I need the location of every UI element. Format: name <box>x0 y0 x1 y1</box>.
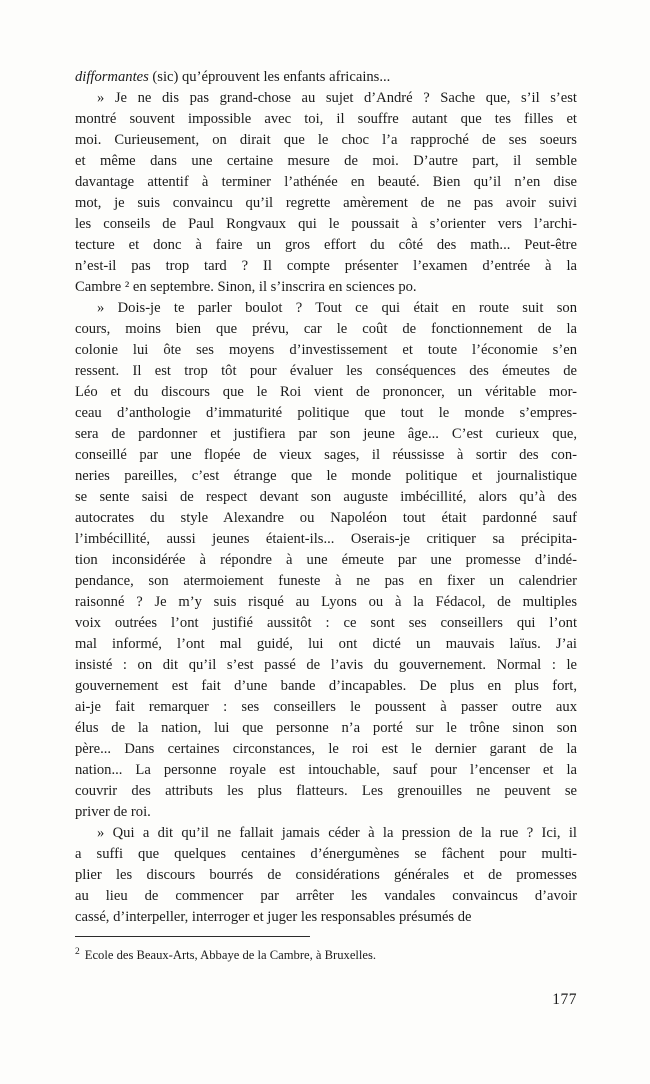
text-line: mot, je suis convaincu qu’il regrette amèrement de ne pas avoir suivi <box>75 195 577 211</box>
text-line: autocrates du style Alexandre ou Napoléon tout était pardonné sauf <box>75 510 577 526</box>
text-line: l’imbécillité, aussi jeunes étaient-ils... Oserais-je critiquer sa précipita- <box>75 531 577 547</box>
text-line: au lieu de commencer par arrêter les vandales convaincus d’avoir <box>75 888 577 904</box>
text-line: et même dans une certaine mesure de moi. D’autre part, il semble <box>75 153 577 169</box>
footnote <box>75 944 577 964</box>
text-line: Léo et du discours que le Roi vient de prononcer, un véritable mor- <box>75 384 577 400</box>
text-line: père... Dans certaines circonstances, le roi est le dernier garant de la <box>75 741 577 757</box>
text-line: moi. Curieusement, on dirait que le choc l’a rapproché de ses soeurs <box>75 132 577 148</box>
text-line <box>75 67 577 88</box>
text-line: conseillé par une flopée de vieux sages, il réussisse à sortir des con- <box>75 447 577 463</box>
text-line: » Dois-je te parler boulot ? Tout ce qui était en route suit son <box>97 300 577 316</box>
text-line: neries pareilles, c’est étrange que le monde politique et journalistique <box>75 468 577 484</box>
paragraph <box>75 67 577 88</box>
text-line: a suffi que quelques centaines d’énergumènes se fâchent pour multi- <box>75 846 577 862</box>
text-line: n’est-il pas trop tard ? Il compte présenter l’examen d’entrée à la <box>75 258 577 274</box>
text-line: sera de pardonner et justifiera par son jeune âge... C’est curieux que, <box>75 426 577 442</box>
text-line: nation... La personne royale est intouchable, sauf pour l’encenser et la <box>75 762 577 778</box>
footnote-text: Ecole des Beaux-Arts, Abbaye de la Cambre, à Bruxelles. <box>84 948 377 963</box>
text-line: » Je ne dis pas grand-chose au sujet d’André ? Sache que, s’il s’est <box>97 90 577 106</box>
text-line: tecture et donc à faire un gros effort du côté des math... Peut-être <box>75 237 577 253</box>
page-number: 177 <box>552 991 577 1008</box>
text-line: ceau d’anthologie d’immaturité politique que tout le monde s’empres- <box>75 405 577 421</box>
text-line: pendance, son atermoiement funeste à ne pas en fixer un calendrier <box>75 573 577 589</box>
paragraph <box>75 298 577 823</box>
text-line: couvrir des attributs les plus flatteurs. Les grenouilles ne peuvent se <box>75 783 577 799</box>
text-line: les conseils de Paul Rongvaux qui le poussait à s’orienter vers l’archi- <box>75 216 577 232</box>
text-line: » Qui a dit qu’il ne fallait jamais céder à la pression de la rue ? Ici, il <box>97 825 577 841</box>
text-line: élus de la nation, lui que personne n’a porté sur le trône sinon son <box>75 720 577 736</box>
text-line: insisté : on dit qu’il s’est passé de l’avis du gouvernement. Normal : le <box>75 657 577 673</box>
paragraph <box>75 823 577 928</box>
text-block <box>75 67 577 928</box>
text-line: se sente saisi de respect devant son auguste imbécillité, alors qu’à des <box>75 489 577 505</box>
text-line: cours, moins bien que prévu, car le coût de fonctionnement de la <box>75 321 577 337</box>
text-line: priver de roi. <box>75 804 151 820</box>
text-line: davantage attentif à terminer l’athénée en beauté. Bien qu’il n’en dise <box>75 174 577 190</box>
text-line: tion inconsidérée à répondre à une émeute par une promesse d’indé- <box>75 552 577 568</box>
text-line: mal informé, l’ont mal guidé, lui ont dicté un mauvais laïus. J’ai <box>75 636 577 652</box>
text-line: cassé, d’interpeller, interroger et juger les responsables présumés de <box>75 909 472 925</box>
text-line-rest: (sic) qu’éprouvent les enfants africains... <box>148 69 391 85</box>
text-line: Cambre ² en septembre. Sinon, il s’inscrira en sciences po. <box>75 279 417 295</box>
text-line: gouvernement est fait d’une bande d’incapables. De plus en plus fort, <box>75 678 577 694</box>
text-line: ai-je fait remarquer : ses conseillers le poussent à passer outre aux <box>75 699 577 715</box>
footnote-marker: 2 <box>75 947 80 957</box>
paragraph <box>75 88 577 298</box>
text-line: colonie lui ôte ses moyens d’investissement et toute l’économie s’en <box>75 342 577 358</box>
text-line: ressent. Il est trop tôt pour évaluer les conséquences des émeutes de <box>75 363 577 379</box>
text-line: raisonné ? Je m’y suis risqué au Lyons ou à la Fédacol, de multiples <box>75 594 577 610</box>
text-line: voix outrées l’ont justifié aussitôt : ce sont ses conseillers qui l’ont <box>75 615 577 631</box>
text-line: montré souvent impossible avec toi, il souffre autant que tes filles et <box>75 111 577 127</box>
italic-lead-word: difformantes <box>75 69 149 85</box>
text-line: plier les discours bourrés de considérations générales et de promesses <box>75 867 577 883</box>
footnote-divider <box>75 936 310 937</box>
